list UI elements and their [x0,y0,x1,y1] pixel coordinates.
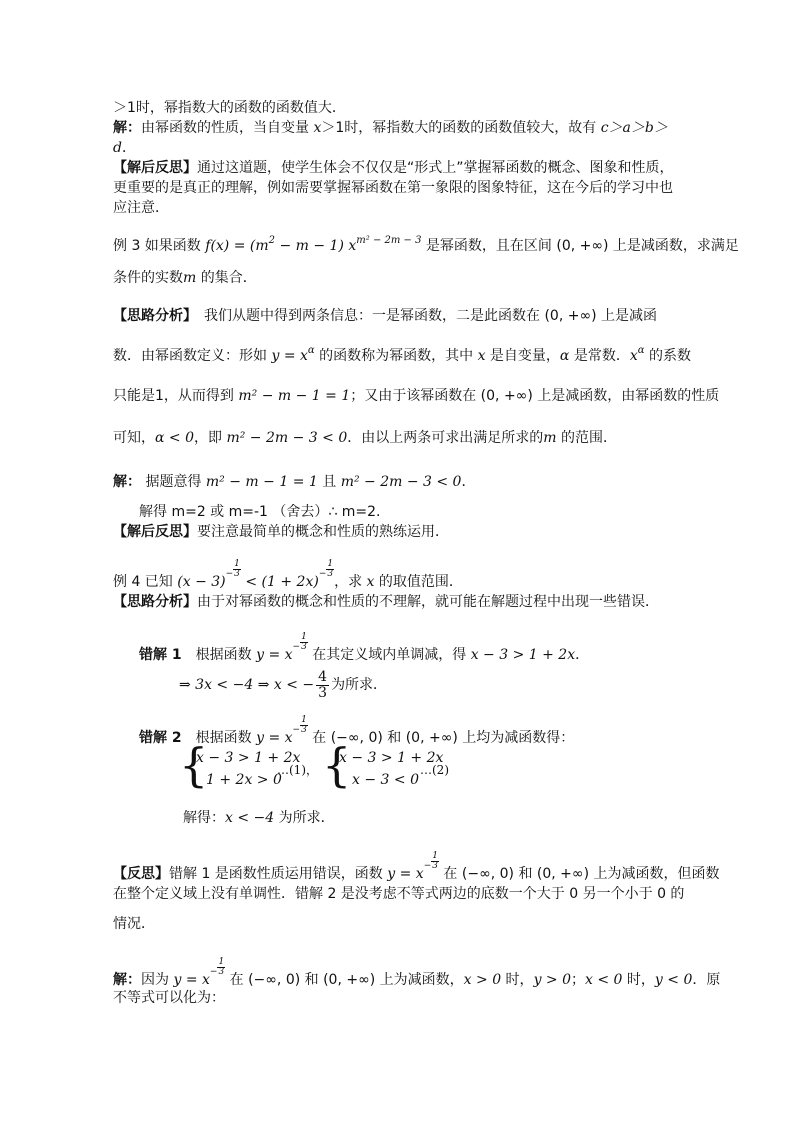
math: m [543,430,557,446]
text: ． [461,474,476,490]
math: 1 [327,559,334,569]
text: 条件的实数 [113,270,183,286]
math: α [559,348,570,364]
math: y = x [256,647,293,663]
text: 解得： [183,810,225,826]
text: 要注意最简单的概念和性质的熟练运用． [197,524,449,540]
math: x [629,348,638,364]
wrong-solution-label: 错解 2 [139,730,182,746]
text: 的函数称为幂函数，其中 [314,348,478,364]
example-3-line-2 [113,268,257,288]
text: ，即 [194,430,227,446]
text: 为所求． [331,677,388,693]
text: 因为 [141,972,174,988]
wrong-solution-1-line [139,633,589,665]
reflection-3-line [113,522,449,542]
wrong-solution-2-result [183,808,335,828]
math: y = x [173,972,210,988]
text: 是常数． [569,348,630,364]
math: (x − 3) [177,574,226,590]
text: 时， [501,972,534,988]
system-1-row-1: x − 3 > 1 + 2x [196,750,301,766]
text: 在其定义域内单调减，得 [307,647,471,663]
exponent-fraction [210,958,225,977]
math: d [113,140,122,156]
example-3-line [113,236,739,256]
text: 不等式可以化为： [113,990,225,1006]
math: y = x [387,866,424,882]
math: α [307,345,315,356]
text: ． [121,140,136,156]
math: x [313,120,322,136]
math: m² − 2m − 3 < 0 [340,474,462,490]
math: 3 [327,569,334,579]
analysis-3-line-3 [113,386,719,406]
text: 只能是1，从而得到 [113,388,239,404]
text: ． [575,647,590,663]
solution-label: 解： [113,120,141,136]
text: 错解 1 是函数性质运用错误，函数 [169,866,388,882]
solution-4-line-2 [113,988,225,1008]
text: ，求 [334,574,367,590]
math: y = x [271,348,308,364]
math: 4 [318,668,328,685]
text: 在整个定义域上没有单调性．错解 2 是没考虑不等式两边的底数一个大于 0 另一个小于 0 的 [113,886,685,902]
math: − [423,861,432,871]
text: 且 [317,474,341,490]
solution-3-line-2 [139,502,381,522]
text: 数．由幂函数定义：形如 [113,348,272,364]
solution-line-cont [113,138,136,158]
solution-label: 解： [113,972,141,988]
reflection-4-line [113,852,719,884]
solution-4-line [113,958,720,990]
math: (x) = (m [210,238,269,254]
text: 由幂函数的性质，当自变量 [141,120,314,136]
math: 1 [301,632,307,642]
reflection-line [113,158,674,178]
reflection-4-line-2 [113,884,684,904]
math: − m − 1) x [275,238,357,254]
math: x > 0 [463,972,502,988]
solution-line [113,118,668,138]
solution-label: 解： [113,474,141,490]
math: 1 [432,851,438,861]
math: 3 [301,725,307,735]
math: c＞a＞b＞ [600,120,668,136]
wrong-solution-1-line-2 [179,668,387,702]
math: x [366,574,375,590]
analysis-4-line [113,592,659,612]
exponent-fraction [319,560,334,579]
math: − [292,725,301,735]
text: 的范围． [556,430,617,446]
solution-3-line [113,472,475,492]
reflection-label: 【解后反思】 [113,160,197,176]
text: 我们从题中得到两条信息：一是幂函数，二是此函数在 (0, +∞) 上是减函 [190,308,658,324]
math: m² − 2m − 3 [356,235,422,246]
reflection-label: 【反思】 [113,866,169,882]
text: 是幂函数，且在区间 (0, +∞) 上是减函数，求满足 [421,238,739,254]
analysis-3-line-2 [113,346,691,366]
math: − [209,967,218,977]
text: ； [571,972,586,988]
analysis-label: 【思路分析】 [113,594,197,610]
text: 根据函数 [181,730,257,746]
text: 更重要的是真正的理解，例如需要掌握幂函数在第一象限的图象特征，这在今后的学习中也 [113,180,673,196]
system-1-row-2: 1 + 2x > 0 [206,772,282,788]
exponent-fraction [293,633,308,652]
text: 可知， [113,430,155,446]
math: y > 0 [533,972,572,988]
text: 据题意得 [141,474,206,490]
text: 的系数 [644,348,691,364]
math: 3 [218,967,225,977]
math: − [225,569,234,579]
text: 在 (−∞, 0) 和 (0, +∞) 上为减函数，但函数 [438,866,720,882]
text: 的集合． [196,270,257,286]
math: 3 [432,861,438,871]
text: 例 4 已知 [113,574,178,590]
math: m² − 2m − 3 < 0 [226,430,348,446]
text: 情况． [113,916,155,932]
math: α [637,345,645,356]
text: ．原 [692,972,721,988]
wrong-solution-label: 错解 1 [139,647,182,663]
math: 3 [301,642,307,652]
math: 1 [301,715,307,725]
text: 在 (−∞, 0) 和 (0, +∞) 上为减函数， [225,972,464,988]
math: x < −4 [225,810,275,826]
text: ＞1时，幂指数大的函数的函数值较大，故有 [321,120,601,136]
text: 是自变量， [485,348,560,364]
text: ．由以上两条可求出满足所求的 [347,430,544,446]
text: 解得 m=2 或 m=-1 （舍去）∴ m=2. [139,504,381,520]
exponent-fraction [293,716,308,735]
exponent-fraction [226,560,241,579]
math: y = x [256,730,293,746]
line-1 [113,98,346,118]
text: ；又由于该幂函数在 (0, +∞) 上是减函数，由幂函数的性质 [350,388,720,404]
math: m² − m − 1 = 1 [238,388,351,404]
system-2-row-2: x − 3 < 0 [352,772,419,788]
math: 3 [234,569,240,579]
math: m² − m − 1 = 1 [205,474,318,490]
left-brace: { [179,738,209,792]
text: 为所求． [274,810,335,826]
analysis-label: 【思路分析】 [113,308,190,324]
reflection-4-line-3 [113,914,155,934]
system-1-tag: …(1)， [277,763,318,777]
analysis-3-line [113,306,657,326]
math: α < 0 [155,430,194,446]
math: 3 [318,684,328,701]
reflection-label: 【解后反思】 [113,524,197,540]
math: x < 0 [585,972,623,988]
text: 通过这道题，使学生体会不仅仅是“形式上”掌握幂函数的概念、图象和性质， [197,160,674,176]
text: 例 3 如果函数 [113,238,206,254]
reflection-line-2 [113,178,673,198]
exponent-fraction [424,852,439,871]
text: 的取值范围． [374,574,463,590]
system-2-tag: …(2) [420,763,449,777]
math: x − 3 > 1 + 2x [470,647,576,663]
math: 2 [268,235,276,246]
math: y < 0 [654,972,693,988]
math: < (1 + 2x) [240,574,319,590]
math: − [318,569,327,579]
math: ⇒ 3x < −4 ⇒ x < − [179,677,315,693]
left-brace: { [322,738,352,792]
system-2-row-1: x − 3 > 1 + 2x [339,750,444,766]
text: 由于对幂函数的概念和性质的不理解，就可能在解题过程中出现一些错误． [197,594,659,610]
text: 应注意． [113,200,169,216]
text: 在 (−∞, 0) 和 (0, +∞) 上均为减函数得： [307,730,575,746]
text: ＞1时，幂指数大的函数的函数值大． [113,100,346,116]
math: − [292,642,301,652]
math: 1 [218,957,225,967]
text: 时， [622,972,655,988]
math: f [205,238,211,254]
fraction [316,670,329,701]
analysis-3-line-4 [113,428,617,448]
example-4-line [113,560,463,592]
math: x [477,348,486,364]
math: m [183,270,197,286]
math: 1 [234,559,240,569]
reflection-line-3 [113,198,169,218]
text: 根据函数 [181,647,257,663]
